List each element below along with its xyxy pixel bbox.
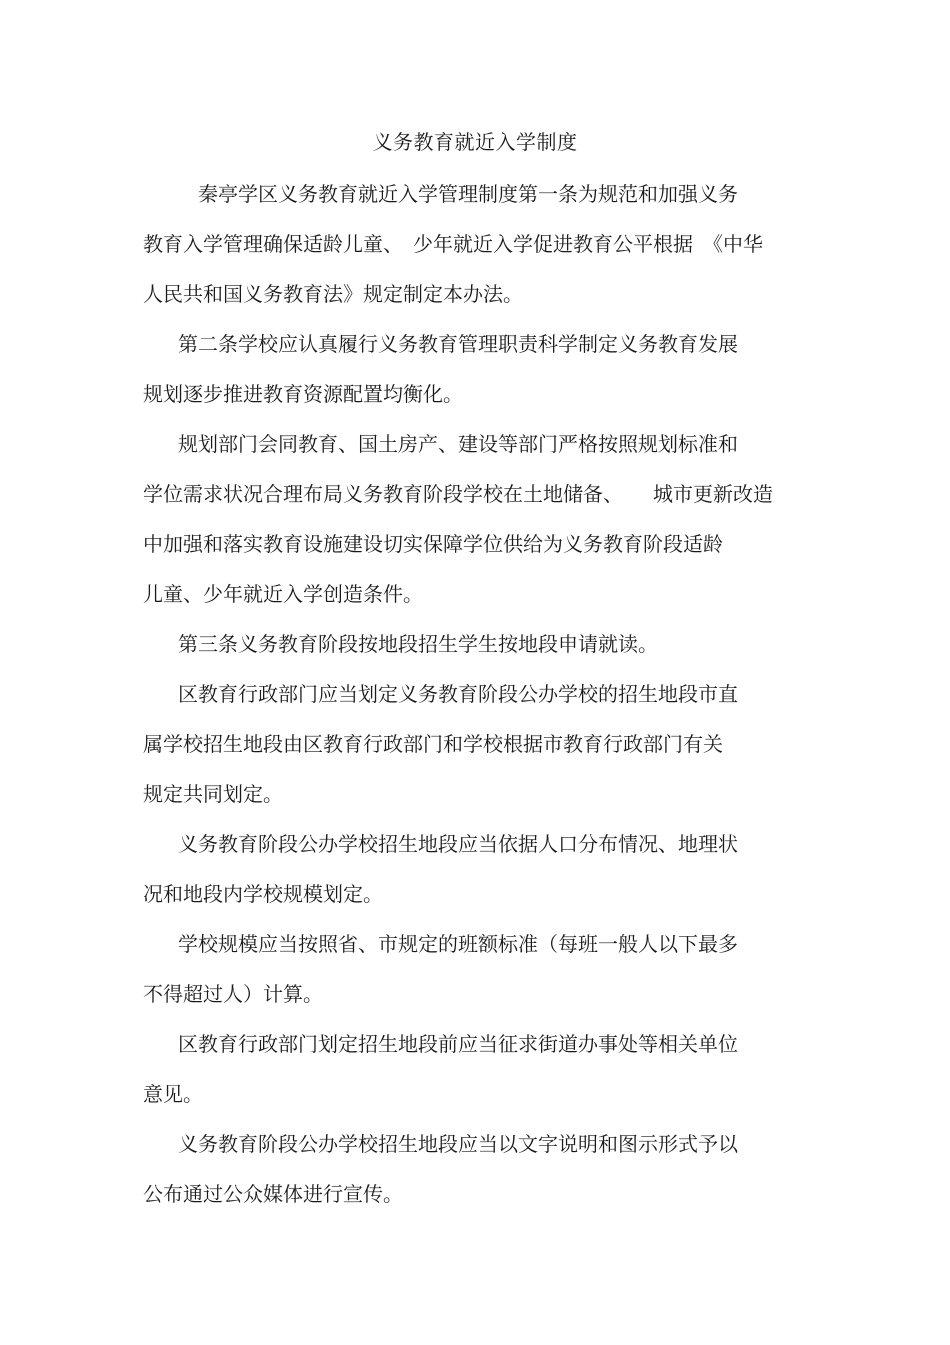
paragraph-line: 第三条义务教育阶段按地段招生学生按地段申请就读。	[178, 632, 658, 656]
paragraph-line: 区教育行政部门应当划定义务教育阶段公办学校的招生地段市直	[178, 682, 738, 706]
paragraph-line: 义务教育阶段公办学校招生地段应当依据人口分布情况、地理状	[178, 832, 738, 856]
paragraph-line: 学位需求状况合理布局义务教育阶段学校在土地储备、 城市更新改造	[143, 482, 773, 506]
paragraph-line: 区教育行政部门划定招生地段前应当征求街道办事处等相关单位	[178, 1032, 738, 1056]
document-title: 义务教育就近入学制度	[372, 130, 578, 154]
paragraph-line: 况和地段内学校规模划定。	[143, 882, 383, 906]
paragraph-line: 人民共和国义务教育法》规定制定本办法。	[143, 282, 523, 306]
paragraph-line: 属学校招生地段由区教育行政部门和学校根据市教育行政部门有关	[143, 732, 723, 756]
paragraph-line: 学校规模应当按照省、市规定的班额标准（每班一般人以下最多	[178, 932, 738, 956]
paragraph-line: 公布通过公众媒体进行宣传。	[143, 1182, 403, 1206]
paragraph-line: 教育入学管理确保适龄儿童、 少年就近入学促进教育公平根据 《中华	[143, 232, 763, 256]
paragraph-line: 规定共同划定。	[143, 782, 283, 806]
paragraph-line: 儿童、少年就近入学创造条件。	[143, 582, 423, 606]
paragraph-line: 意见。	[143, 1082, 203, 1106]
paragraph-line: 第二条学校应认真履行义务教育管理职责科学制定义务教育发展	[178, 332, 738, 356]
paragraph-line: 中加强和落实教育设施建设切实保障学位供给为义务教育阶段适龄	[143, 532, 723, 556]
paragraph-line: 秦亭学区义务教育就近入学管理制度第一条为规范和加强义务	[198, 182, 738, 206]
paragraph-line: 不得超过人）计算。	[143, 982, 323, 1006]
paragraph-line: 规划逐步推进教育资源配置均衡化。	[143, 382, 463, 406]
paragraph-line: 义务教育阶段公办学校招生地段应当以文字说明和图示形式予以	[178, 1132, 738, 1156]
paragraph-line: 规划部门会同教育、国土房产、建设等部门严格按照规划标准和	[178, 432, 738, 456]
